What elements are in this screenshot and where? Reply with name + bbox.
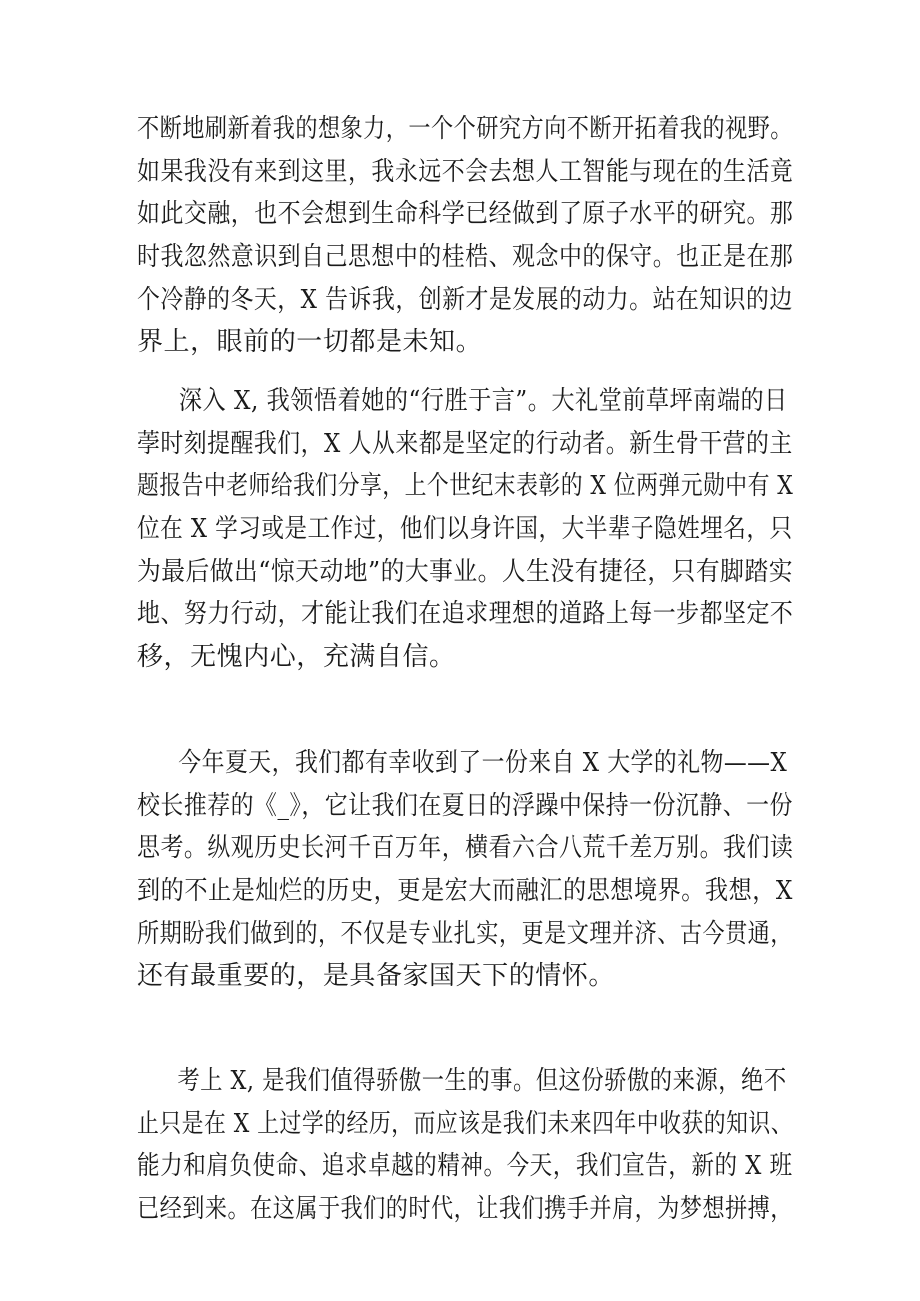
- paragraph-line: 如果我没有来到这里，我永远不会去想人工智能与现在的生活竟: [137, 156, 794, 187]
- paragraph-line: 能力和肩负使命、追求卓越的精神。今天，我们宣告，新的 X 班: [137, 1151, 793, 1182]
- paragraph-line: 为最后做出“惊天动地”的大事业。人生没有捷径，只有脚踏实: [137, 556, 793, 587]
- paragraph-line: 到的不止是灿烂的历史，更是宏大而融汇的思想境界。我想，X: [137, 876, 793, 907]
- paragraph-line: 荸时刻提醒我们，X 人从来都是坚定的行动者。新生骨干营的主: [137, 428, 793, 459]
- paragraph-line: 思考。纵观历史长河千百万年，横看六合八荒千差万别。我们读: [137, 833, 794, 864]
- paragraph-line: 不断地刷新着我的想象力，一个个研究方向不断开拓着我的视野。: [137, 114, 793, 144]
- paragraph-first-line: 深入 X, 我领悟着她的“行胜于言”。大礼堂前草坪南端的日: [178, 386, 788, 416]
- paragraph-first-line: 今年夏天，我们都有幸收到了一份来自 X 大学的礼物——X: [178, 748, 788, 778]
- paragraph-1: [137, 108, 793, 364]
- paragraph-line: 如此交融，也不会想到生命科学已经做到了原子水平的研究。那: [137, 199, 794, 230]
- paragraph-4: [137, 1060, 793, 1231]
- paragraph-line: 校长推荐的《_》，它让我们在夏日的浮躁中保持一份沉静、一份: [137, 790, 793, 821]
- paragraph-2: [137, 380, 793, 679]
- paragraph-line: 地、努力行动，才能让我们在追求理想的道路上每一步都坚定不: [137, 599, 794, 630]
- paragraph-line: 已经到来。在这属于我们的时代，让我们携手并肩，为梦想拼搏，: [137, 1194, 793, 1225]
- paragraph-line: 界上，眼前的一切都是未知。: [137, 327, 483, 358]
- paragraph-line: 个冷静的冬天，X 告诉我，创新才是发展的动力。站在知识的边: [137, 284, 793, 315]
- paragraph-line: 还有最重要的，是具备家国天下的情怀。: [137, 961, 615, 992]
- paragraph-3: [137, 742, 793, 998]
- paragraph-line: 时我忽然意识到自己思想中的桂梏、观念中的保守。也正是在那: [137, 242, 794, 273]
- paragraph-first-line: 考上 X, 是我们值得骄傲一生的事。但这份骄傲的来源，绝不: [177, 1066, 787, 1096]
- paragraph-line: 题报告中老师给我们分享，上个世纪末表彰的 X 位两弹元勋中有 X: [137, 471, 794, 502]
- paragraph-line: 所期盼我们做到的，不仅是专业扎实，更是文理并济、古今贯通，: [137, 918, 793, 949]
- paragraph-line: 位在 X 学习或是工作过，他们以身许国，大半辈子隐姓埋名，只: [137, 514, 793, 545]
- paragraph-line: 移，无愧内心，充满自信。: [137, 642, 456, 673]
- paragraph-line: 止只是在 X 上过学的经历，而应该是我们未来四年中收获的知识、: [137, 1108, 794, 1139]
